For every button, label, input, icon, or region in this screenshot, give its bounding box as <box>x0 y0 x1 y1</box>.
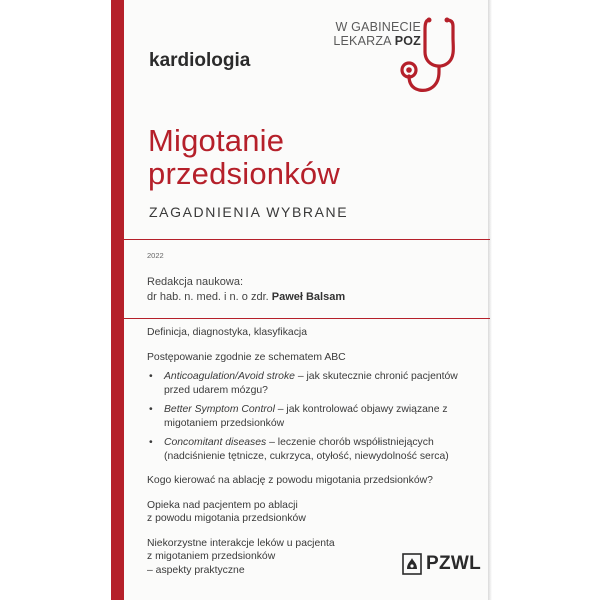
bullet-item <box>147 403 482 430</box>
cover-edge-shadow <box>488 0 492 600</box>
contents-list <box>147 326 482 588</box>
bullet-item <box>147 370 482 397</box>
editor-label: Redakcja naukowa: <box>147 276 244 288</box>
book-subtitle: ZAGADNIENIA WYBRANE <box>149 204 349 220</box>
contents-item-definition: Definicja, diagnostyka, klasyfikacja <box>147 327 307 338</box>
bullet-dot-icon: • <box>149 437 153 448</box>
book-title-line-1: Migotanie <box>148 123 285 158</box>
series-line-1: W GABINECIE <box>335 20 421 34</box>
bullet-italic: Anticoagulation/Avoid stroke <box>164 371 295 382</box>
contents-item-post-ablation-line-2: z powodu migotania przedsionków <box>147 513 306 524</box>
contents-item-interactions-line-3: – aspekty praktyczne <box>147 564 245 576</box>
editor-name: Paweł Balsam <box>271 291 346 303</box>
publication-year: 2022 <box>147 251 164 260</box>
contents-item-abc: Postępowanie zgodnie ze schematem ABC <box>147 351 346 363</box>
cover-spine-stripe <box>111 0 124 600</box>
contents-item-post-ablation-line-1: Opieka nad pacjentem po ablacji <box>147 499 298 511</box>
bullet-dot-icon: • <box>149 404 153 415</box>
bullet-text: – jak kontrolować objawy związane z migotaniem przedsionków <box>164 404 448 429</box>
pzwl-logo-icon <box>402 553 422 575</box>
contents-item-interactions-line-1: Niekorzystne interakcje leków u pacjenta <box>147 537 335 549</box>
bullet-item <box>147 436 482 463</box>
publisher-name: PZWL <box>426 553 482 574</box>
abc-bullet-list <box>147 370 482 463</box>
specialty-label: kardiologia <box>149 50 251 71</box>
editor-block <box>147 275 345 305</box>
contents-item-post-ablation <box>147 499 482 526</box>
divider-top <box>124 239 490 240</box>
stethoscope-icon <box>395 14 473 98</box>
book-title <box>148 124 340 190</box>
editor-prefix: dr hab. n. med. i n. o zdr. <box>147 291 269 303</box>
bullet-text: – leczenie chorób współistniejących (nadciśnienie tętnicze, cukrzyca, otyłość, niewydolność serca) <box>164 437 449 462</box>
bullet-italic: Concomitant diseases <box>164 437 267 448</box>
series-line-2-prefix: LEKARZA <box>333 34 395 48</box>
series-poz: POZ <box>394 34 421 48</box>
bullet-text: – jak skutecznie chronić pacjentów przed udarem mózgu? <box>164 371 458 396</box>
contents-item-ablation: Kogo kierować na ablację z powodu migotania przedsionków? <box>147 475 433 486</box>
divider-bottom <box>124 318 490 319</box>
book-title-line-2: przedsionków <box>148 156 340 191</box>
publisher-logo <box>402 553 481 575</box>
contents-item-interactions-line-2: z migotaniem przedsionków <box>147 551 276 562</box>
bullet-italic: Better Symptom Control <box>164 404 275 415</box>
editor-line <box>147 290 345 305</box>
bullet-dot-icon: • <box>149 371 153 382</box>
